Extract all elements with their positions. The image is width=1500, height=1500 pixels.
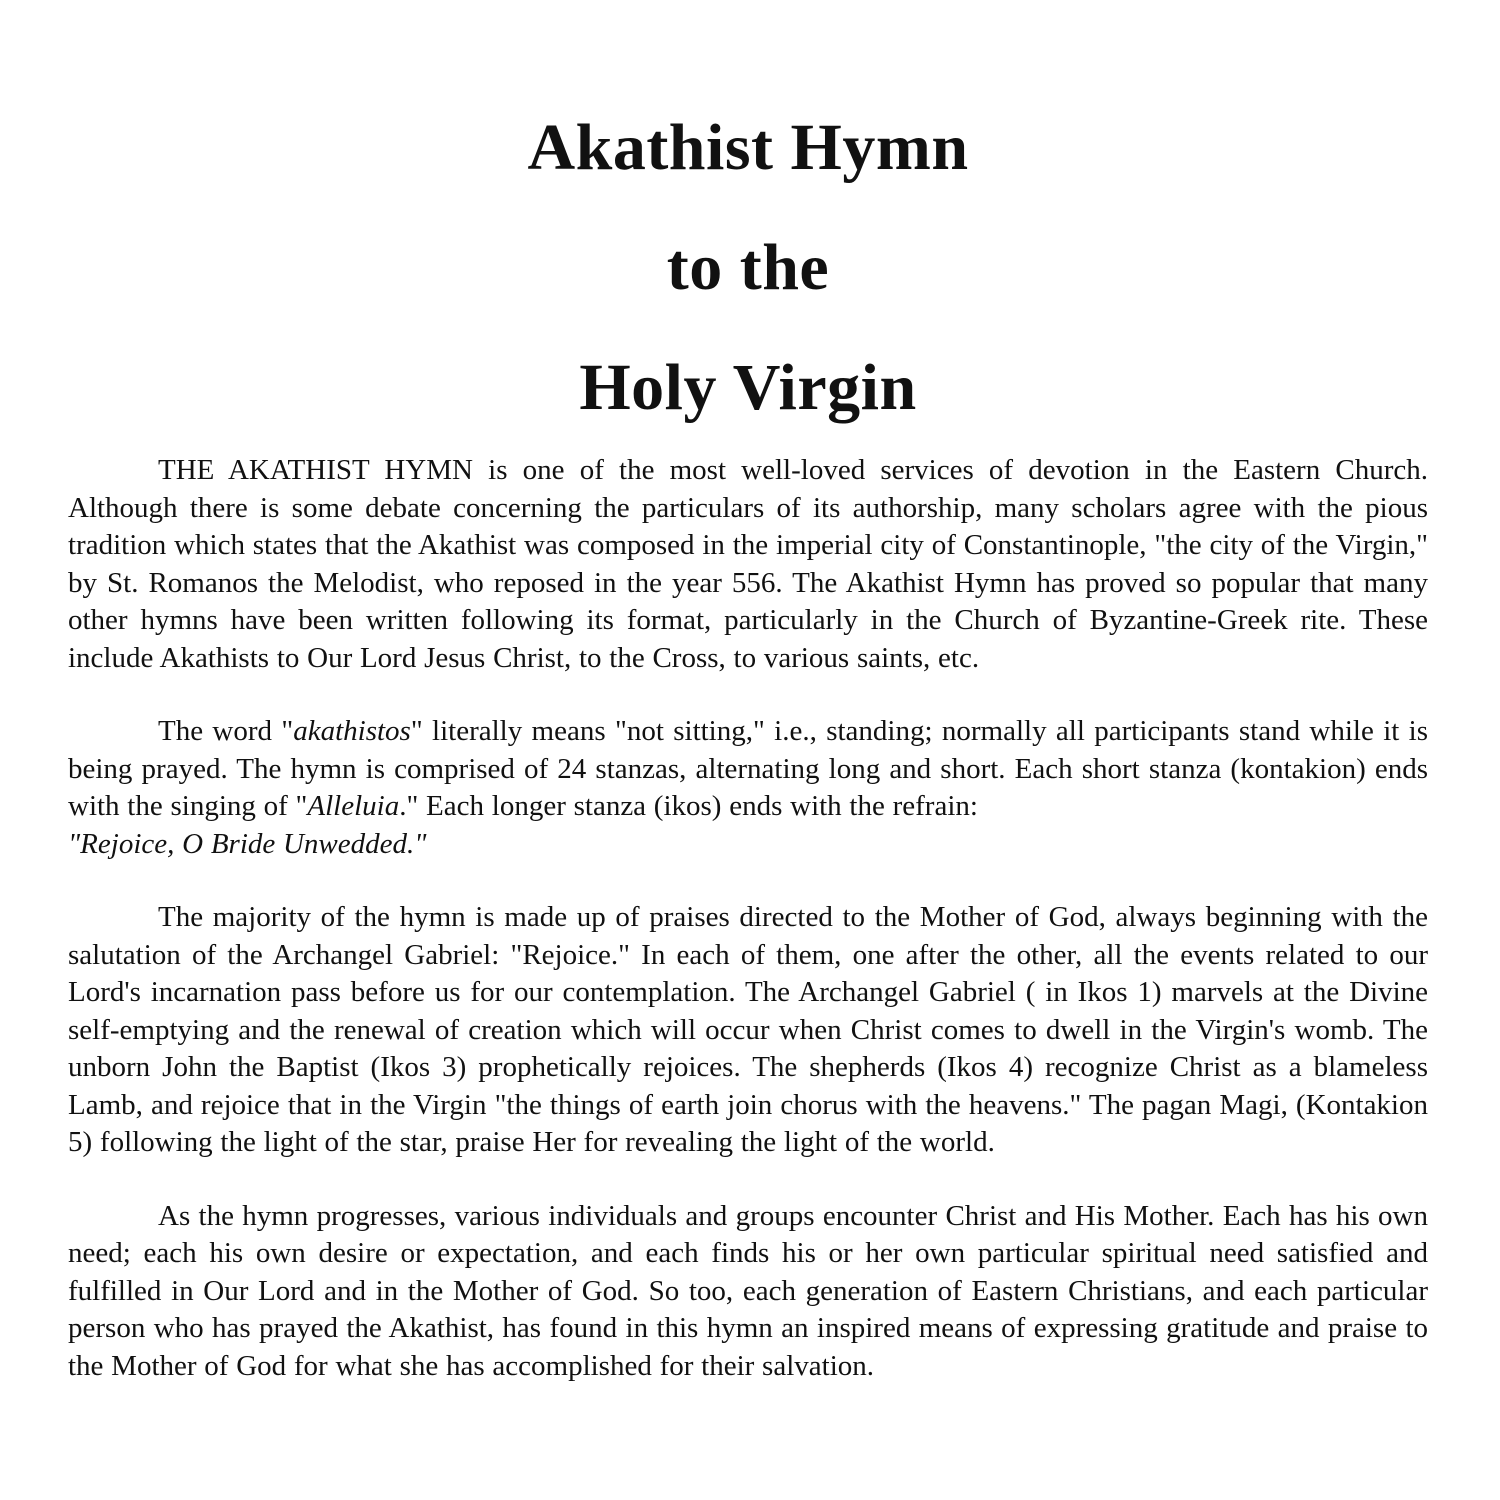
paragraph-praises: The majority of the hymn is made up of praises directed to the Mother of God, always beginning with the salutation of the Archangel Gabriel: "Rejoice." In each of them, one after the other, all the events related to our Lord's incarnation pass before us for our contemplation. The Archangel Gabriel ( in Ikos 1) marvels at the Divine self-emptying and the renewal of creation which will occur when Christ comes to dwell in the Virgin's womb. The unborn John the Baptist (Ikos 3) prophetically rejoices. The shepherds (Ikos 4) recognize Christ as a blameless Lamb, and rejoice that in the Virgin "the things of earth join chorus with the heavens." The pagan Magi, (Kontakion 5) following the light of the star, praise Her for revealing the light of the world. (68, 901, 1428, 1158)
paragraph-progression: As the hymn progresses, various individuals and groups encounter Christ and His Mother. Each has his own need; each his own desire or expectation, and each finds his or her own particular spiritual need satisfied and fulfilled in Our Lord and in the Mother of God. So too, each generation of Eastern Christians, and each particular person who has prayed the Akathist, has found in this hymn an inspired means of expressing gratitude and praise to the Mother of God for what she has accomplished for their salvation. (68, 1199, 1428, 1382)
p2-text-b: " literally means "not sitting," i.e., standing; normally all participants stand while it is being prayed. The hymn is comprised of 24 stanzas, alternating long and short. Each short stanza (kontakion) ends with the singing of " (68, 715, 1428, 822)
title-line-3: Holy Virgin (579, 351, 917, 424)
paragraph-intro: THE AKATHIST HYMN is one of the most well-loved services of devotion in the Eastern Church. Although there is some debate concerning the particulars of its authorship, many scholars agree with the pious tradition which states that the Akathist was composed in the imperial city of Constantinople, "the city of the Virgin," by St. Romanos the Melodist, who reposed in the year 556. The Akathist Hymn has proved so popular that many other hymns have been written following its format, particularly in the Church of Byzantine-Greek rite. These include Akathists to Our Lord Jesus Christ, to the Cross, to various saints, etc. (68, 454, 1428, 674)
p2-text-c: ." Each longer stanza (ikos) ends with the refrain: (399, 790, 978, 822)
term-alleluia: Alleluia (307, 790, 400, 822)
refrain-quote: "Rejoice, O Bride Unwedded." (68, 827, 427, 860)
title-line-2: to the (666, 231, 830, 304)
page-title (68, 88, 1428, 448)
title-line-1: Akathist Hymn (527, 111, 969, 184)
term-akathistos: akathistos (293, 715, 411, 747)
document-page (68, 0, 1428, 1500)
body-text (68, 452, 1428, 1421)
p2-text-a: The word " (158, 715, 294, 747)
paragraph-akathistos-meaning (68, 713, 1428, 863)
